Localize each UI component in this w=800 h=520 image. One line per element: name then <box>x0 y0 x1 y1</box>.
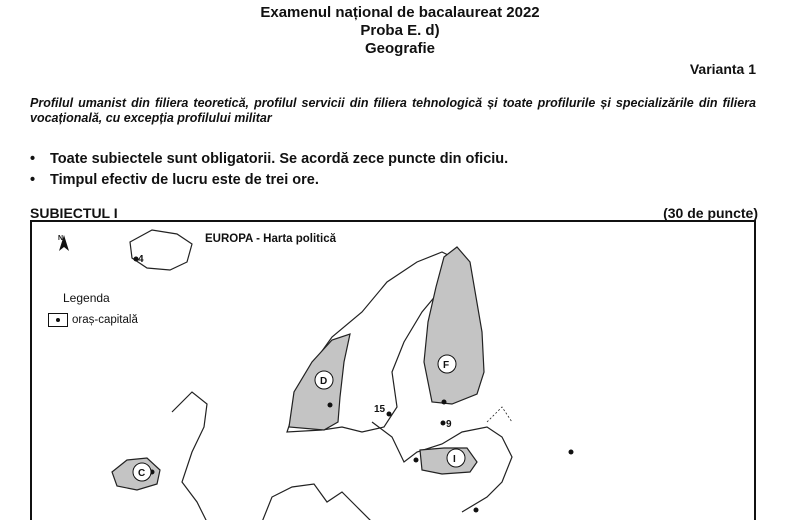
eastern-border <box>487 407 512 422</box>
label-d: D <box>320 376 328 387</box>
varianta-label: Varianta 1 <box>689 61 756 77</box>
section-points: (30 de puncte) <box>663 205 758 221</box>
capital-dot <box>414 458 419 463</box>
legend-item-label: oraș-capitală <box>72 314 138 327</box>
label-nine: 9 <box>446 419 452 430</box>
label-four: 4 <box>138 254 144 265</box>
label-fifteen: 15 <box>374 404 386 415</box>
section-title: SUBIECTUL I <box>30 205 118 221</box>
capital-dot <box>442 400 447 405</box>
capital-legend-icon <box>48 313 68 327</box>
capital-dot <box>328 403 333 408</box>
map-frame <box>30 220 756 520</box>
britain-outline <box>172 392 207 520</box>
capital-dot <box>569 450 574 455</box>
bullet-icon: • <box>30 172 36 188</box>
continent-coast <box>262 484 372 520</box>
label-f: F <box>443 360 450 371</box>
north-arrow <box>58 235 63 243</box>
map-title: EUROPA - Harta politică <box>205 233 336 245</box>
instruction-item <box>30 149 508 170</box>
label-c: C <box>138 468 146 479</box>
bullet-icon: • <box>30 151 36 167</box>
capital-dot <box>474 508 479 513</box>
instruction-text: Timpul efectiv de lucru este de trei ore. <box>50 172 319 188</box>
label-i-circle <box>447 449 465 467</box>
legend-item <box>48 313 138 327</box>
instruction-item <box>30 170 508 191</box>
exam-title: Examenul național de bacalaureat 2022 <box>260 4 540 21</box>
north-arrow-icon <box>58 235 70 251</box>
instructions-list <box>30 149 508 191</box>
profile-text: Profilul umanist din filiera teoretică, profilul servicii din filiera tehnologică și toate profilurile și specializările din filiera vocațională, cu excepția profilului militar <box>30 96 756 125</box>
label-i: I <box>453 454 456 465</box>
capital-dot <box>441 421 446 426</box>
europe-map <box>32 222 756 520</box>
exam-proba: Proba E. d) <box>360 22 440 39</box>
exam-subject: Geografie <box>364 40 436 57</box>
north-letter: N <box>58 235 64 242</box>
capital-dot <box>387 412 392 417</box>
country-f-shape <box>424 247 484 404</box>
legend-title: Legenda <box>63 291 110 305</box>
instruction-text: Toate subiectele sunt obligatorii. Se acordă zece puncte din oficiu. <box>50 151 509 167</box>
